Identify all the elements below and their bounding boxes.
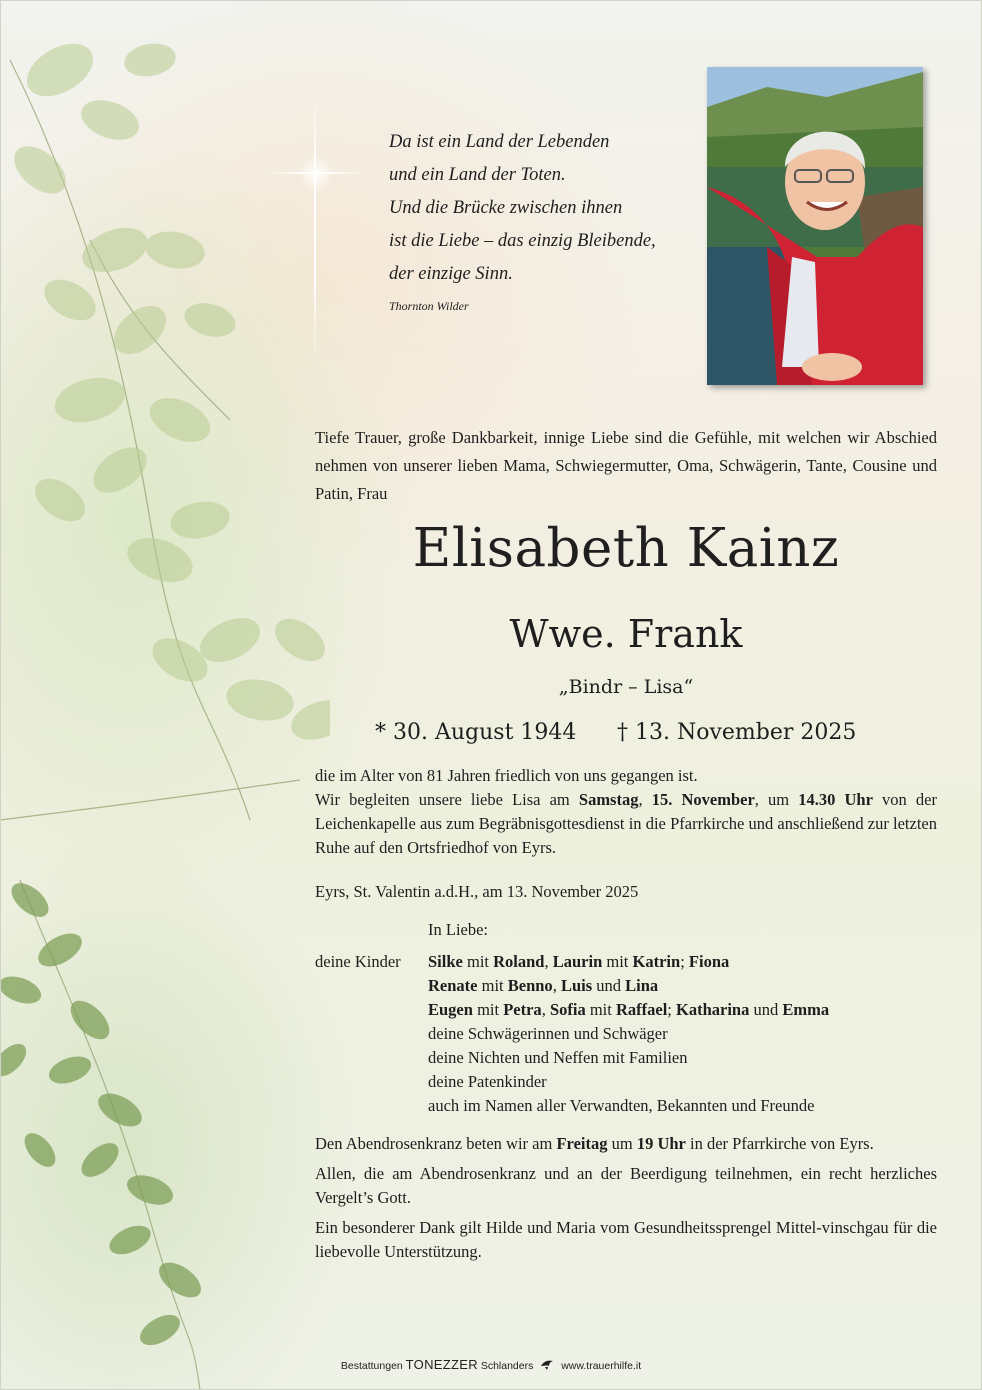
funeral-text: Wir begleiten unsere liebe Lisa am Samstag, 15. November, um 14.30 Uhr von der Leichenkapelle aus zum Begräbnisgottesdienst in die Pfarrkirche und anschließend zur letzten Ruhe auf den Ortsfriedhof von Eyrs.: [315, 790, 937, 857]
footer-prefix: Bestattungen: [340, 1360, 403, 1372]
special-thanks-text: Ein besonderer Dank gilt Hilde und Maria vom Gesundheitssprengel Mittel-vinschgau für die liebevolle Unterstützung.: [315, 1218, 937, 1261]
child-name: Lina: [625, 976, 659, 995]
birth-date: * 30. August 1944: [375, 720, 577, 745]
child-name: Eugen: [428, 1000, 473, 1019]
connector-text: ,: [541, 1000, 550, 1019]
closing-text: [315, 1132, 937, 1264]
children-line: [428, 998, 928, 1022]
portrait-photo: [707, 67, 923, 385]
connector-text: mit: [477, 976, 508, 995]
quote-block: [389, 126, 689, 314]
intro-text: [315, 424, 937, 508]
connector-text: ,: [544, 952, 553, 971]
footer-brand: TONEZZER: [405, 1357, 478, 1372]
footer-url[interactable]: www.trauerhilfe.it: [561, 1360, 642, 1372]
relatives-line: deine Patenkinder: [428, 1072, 547, 1091]
child-name: Katrin: [632, 952, 681, 971]
child-name: Luis: [560, 976, 593, 995]
widow-name: Wwe. Frank: [509, 612, 743, 656]
connector-text: mit: [585, 1000, 616, 1019]
child-name: Roland: [493, 952, 545, 971]
footer: [0, 1357, 982, 1374]
age-text: die im Alter von 81 Jahren friedlich von uns gegangen ist.: [315, 766, 698, 785]
quote-line: ist die Liebe – das einzig Bleibende,: [389, 231, 656, 251]
child-name: Fiona: [688, 952, 730, 971]
connector-text: ,: [552, 976, 561, 995]
funeral-notice: [315, 764, 937, 860]
quote-author: Thornton Wilder: [389, 299, 469, 313]
child-name: Emma: [782, 1000, 830, 1019]
intro-paragraph: Tiefe Trauer, große Dankbarkeit, innige Liebe sind die Gefühle, mit welchen wir Abschied nehmen von unserer lieben Mama, Schwiegermutter, Oma, Schwägerin, Tante, Cousine und Patin, Frau: [315, 428, 937, 503]
child-name: Raffael: [615, 1000, 668, 1019]
relatives-line: auch im Namen aller Verwandten, Bekannten und Freunde: [428, 1096, 815, 1115]
connector-text: ;: [667, 1000, 677, 1019]
connector-text: mit: [462, 952, 494, 971]
quote-line: Und die Brücke zwischen ihnen: [389, 198, 623, 218]
footer-city: Schlanders: [480, 1360, 534, 1372]
connector-text: und: [592, 976, 626, 995]
place-date: Eyrs, St. Valentin a.d.H., am 13. November 2025: [315, 882, 639, 901]
child-name: Petra: [503, 1000, 542, 1019]
deceased-name: Elisabeth Kainz: [412, 518, 840, 579]
death-date: † 13. November 2025: [617, 720, 857, 745]
child-name: Renate: [428, 976, 478, 995]
children-line: [428, 974, 928, 998]
child-name: Katharina: [676, 1000, 750, 1019]
nickname: „Bindr – Lisa“: [558, 676, 694, 698]
children-label: deine Kinder: [315, 952, 401, 971]
thanks-text: Allen, die am Abendrosenkranz und an der Beerdigung teilnehmen, ein recht herzliches Vergelt’s Gott.: [315, 1164, 937, 1207]
connector-text: mit: [602, 952, 633, 971]
quote-line: und ein Land der Toten.: [389, 165, 566, 185]
connector-text: mit: [472, 1000, 504, 1019]
rosary-text: Den Abendrosenkranz beten wir am Freitag um 19 Uhr in der Pfarrkirche von Eyrs.: [315, 1134, 874, 1153]
mourners-list: [428, 950, 928, 1118]
child-name: Silke: [428, 952, 463, 971]
in-love-label: In Liebe:: [428, 920, 489, 939]
connector-text: ;: [680, 952, 689, 971]
children-line: [428, 950, 928, 974]
connector-text: und: [749, 1000, 783, 1019]
child-name: Laurin: [552, 952, 603, 971]
child-name: Sofia: [549, 1000, 586, 1019]
quote-line: Da ist ein Land der Lebenden: [389, 132, 610, 152]
dove-icon: [540, 1359, 554, 1374]
relatives-line: deine Nichten und Neffen mit Familien: [428, 1048, 688, 1067]
quote-line: der einzige Sinn.: [389, 264, 513, 284]
cross-symbol: [268, 92, 364, 362]
child-name: Benno: [507, 976, 553, 995]
relatives-line: deine Schwägerinnen und Schwäger: [428, 1024, 668, 1043]
